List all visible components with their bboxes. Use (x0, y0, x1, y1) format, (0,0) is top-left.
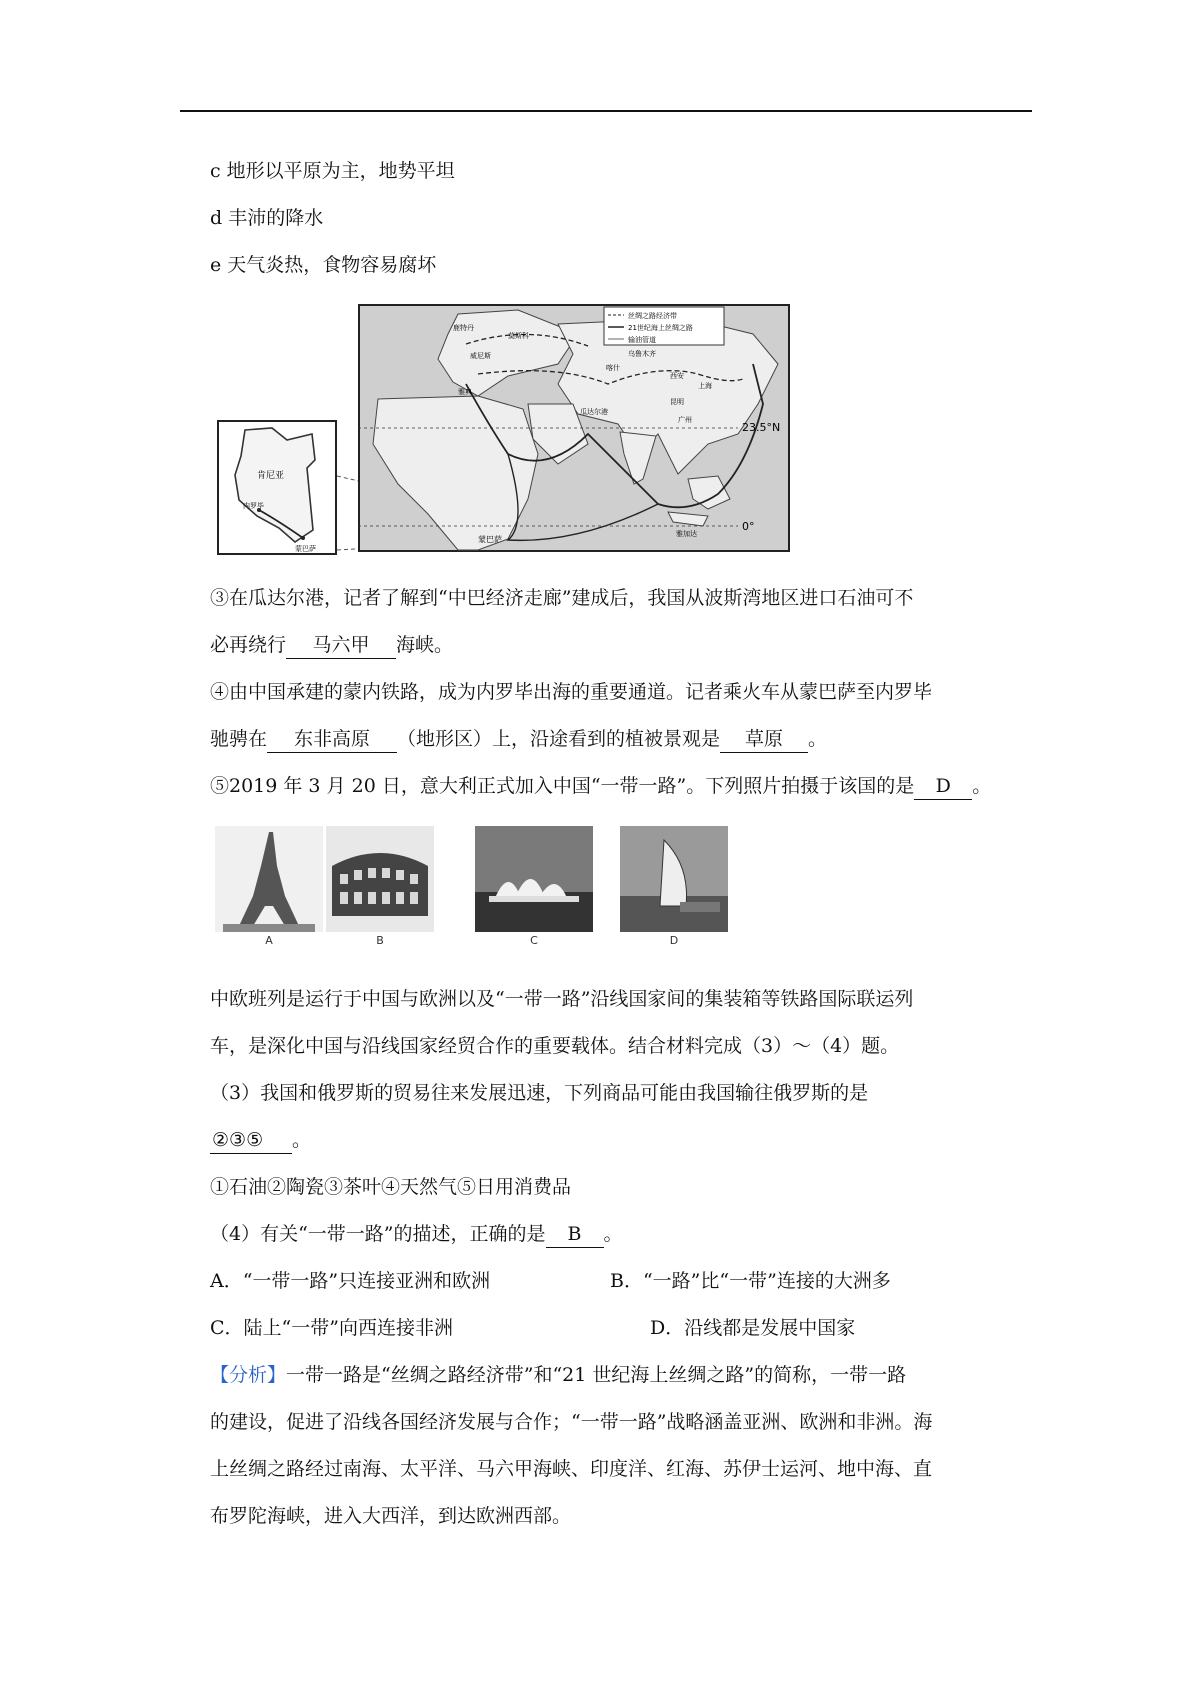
p3-options: ①石油②陶瓷③茶叶④天然气⑤日用消费品 (210, 1176, 572, 1198)
mombasa-inset-label: 蒙巴萨 (295, 545, 316, 553)
p4-line: （4）有关“一带一路”的描述，正确的是 B 。 (210, 1221, 623, 1248)
nairobi-label: 内罗毕 (243, 502, 264, 510)
item-e: e 天气炎热，食物容易腐坏 (210, 254, 437, 276)
q4-answer2: 草原 (720, 726, 808, 753)
intro-line2: 车，是深化中国与沿线国家经贸合作的重要载体。结合材料完成（3）～（4）题。 (210, 1035, 900, 1057)
q4-line2: 驰骋在 东非高原 （地形区）上，沿途看到的植被景观是 草原 。 (210, 726, 827, 753)
analysis-line1: 【分析】一带一路是“丝绸之路经济带”和“21 世纪海上丝绸之路”的简称，一带一路 (210, 1364, 907, 1386)
q5-answer: D (914, 773, 972, 800)
q3-answer: 马六甲 (286, 632, 396, 659)
guangzhou-label: 广州 (678, 416, 692, 424)
item-c: c 地形以平原为主，地势平坦 (210, 160, 455, 182)
shanghai-label: 上海 (698, 382, 712, 390)
q5-line: ⑤2019 年 3 月 20 日，意大利正式加入中国“一带一路”。下列照片拍摄于该国的是 D 。 (210, 773, 991, 800)
kenya-inset-map (217, 420, 337, 555)
analysis-line4: 布罗陀海峡，进入大西洋，到达欧洲西部。 (210, 1505, 572, 1527)
q4-line1: ④由中国承建的蒙内铁路，成为内罗毕出海的重要通道。记者乘火车从蒙巴萨至内罗毕 (210, 681, 933, 703)
rotterdam-label: 鹿特丹 (453, 324, 474, 332)
photo-c-label: C (530, 934, 538, 947)
intro-line1: 中欧班列是运行于中国与欧洲以及“一带一路”沿线国家间的集装箱等铁路国际联运列 (210, 988, 914, 1010)
analysis-tag: 【分析】 (210, 1364, 287, 1386)
mombasa-main-label: 蒙巴萨 (478, 535, 502, 544)
p3-line2: ②③⑤ 。 (210, 1127, 311, 1154)
legend-belt: 丝绸之路经济带 (628, 312, 677, 320)
kashgar-label: 喀什 (606, 364, 620, 372)
lat-0-label: 0° (742, 520, 755, 533)
kunming-label: 昆明 (670, 398, 684, 406)
photo-b-colosseum (326, 826, 434, 932)
p3-line1: （3）我国和俄罗斯的贸易往来发展迅速，下列商品可能由我国输往俄罗斯的是 (210, 1082, 869, 1104)
urumqi-label: 乌鲁木齐 (628, 350, 656, 358)
legend-maritime: 21世纪海上丝绸之路 (628, 324, 693, 332)
moscow-label: 莫斯科 (508, 332, 529, 340)
photo-b-label: B (376, 934, 384, 947)
p3-answer: ②③⑤ (210, 1127, 292, 1154)
gwadar-label: 瓜达尔港 (580, 408, 608, 416)
venice-label: 威尼斯 (470, 352, 491, 360)
athens-label: 雅典 (458, 388, 472, 396)
photo-d-label: D (669, 934, 679, 947)
q4-answer1: 东非高原 (267, 726, 397, 753)
photo-d-burj-al-arab (620, 826, 728, 932)
jakarta-label: 雅加达 (676, 530, 697, 538)
photo-a-label: A (265, 934, 273, 947)
legend-pipeline: 输油管道 (628, 336, 656, 344)
q3-line1: ③在瓜达尔港，记者了解到“中巴经济走廊”建成后，我国从波斯湾地区进口石油可不 (210, 587, 914, 609)
header-rule (180, 110, 1032, 112)
xian-label: 西安 (670, 372, 684, 380)
belt-road-map (358, 304, 790, 552)
analysis-line3: 上丝绸之路经过南海、太平洋、马六甲海峡、印度洋、红海、苏伊士运河、地中海、直 (210, 1458, 933, 1480)
option-d: D．沿线都是发展中国家 (650, 1317, 856, 1339)
item-d: d 丰沛的降水 (210, 207, 324, 229)
option-b: B．“一路”比“一带”连接的大洲多 (610, 1270, 891, 1292)
photo-a-eiffel-tower (215, 826, 323, 932)
q3-line2: 必再绕行 马六甲 海峡。 (210, 632, 453, 659)
kenya-label: 肯尼亚 (257, 471, 285, 481)
option-c: C．陆上“一带”向西连接非洲 (210, 1317, 453, 1339)
option-a: A．“一带一路”只连接亚洲和欧洲 (210, 1270, 491, 1292)
lat-23-label: 23.5°N (742, 421, 781, 434)
photo-c-sydney-opera-house (475, 826, 593, 932)
analysis-line2: 的建设，促进了沿线各国经济发展与合作；“一带一路”战略涵盖亚洲、欧洲和非洲。海 (210, 1411, 933, 1433)
p4-answer: B (546, 1221, 604, 1248)
